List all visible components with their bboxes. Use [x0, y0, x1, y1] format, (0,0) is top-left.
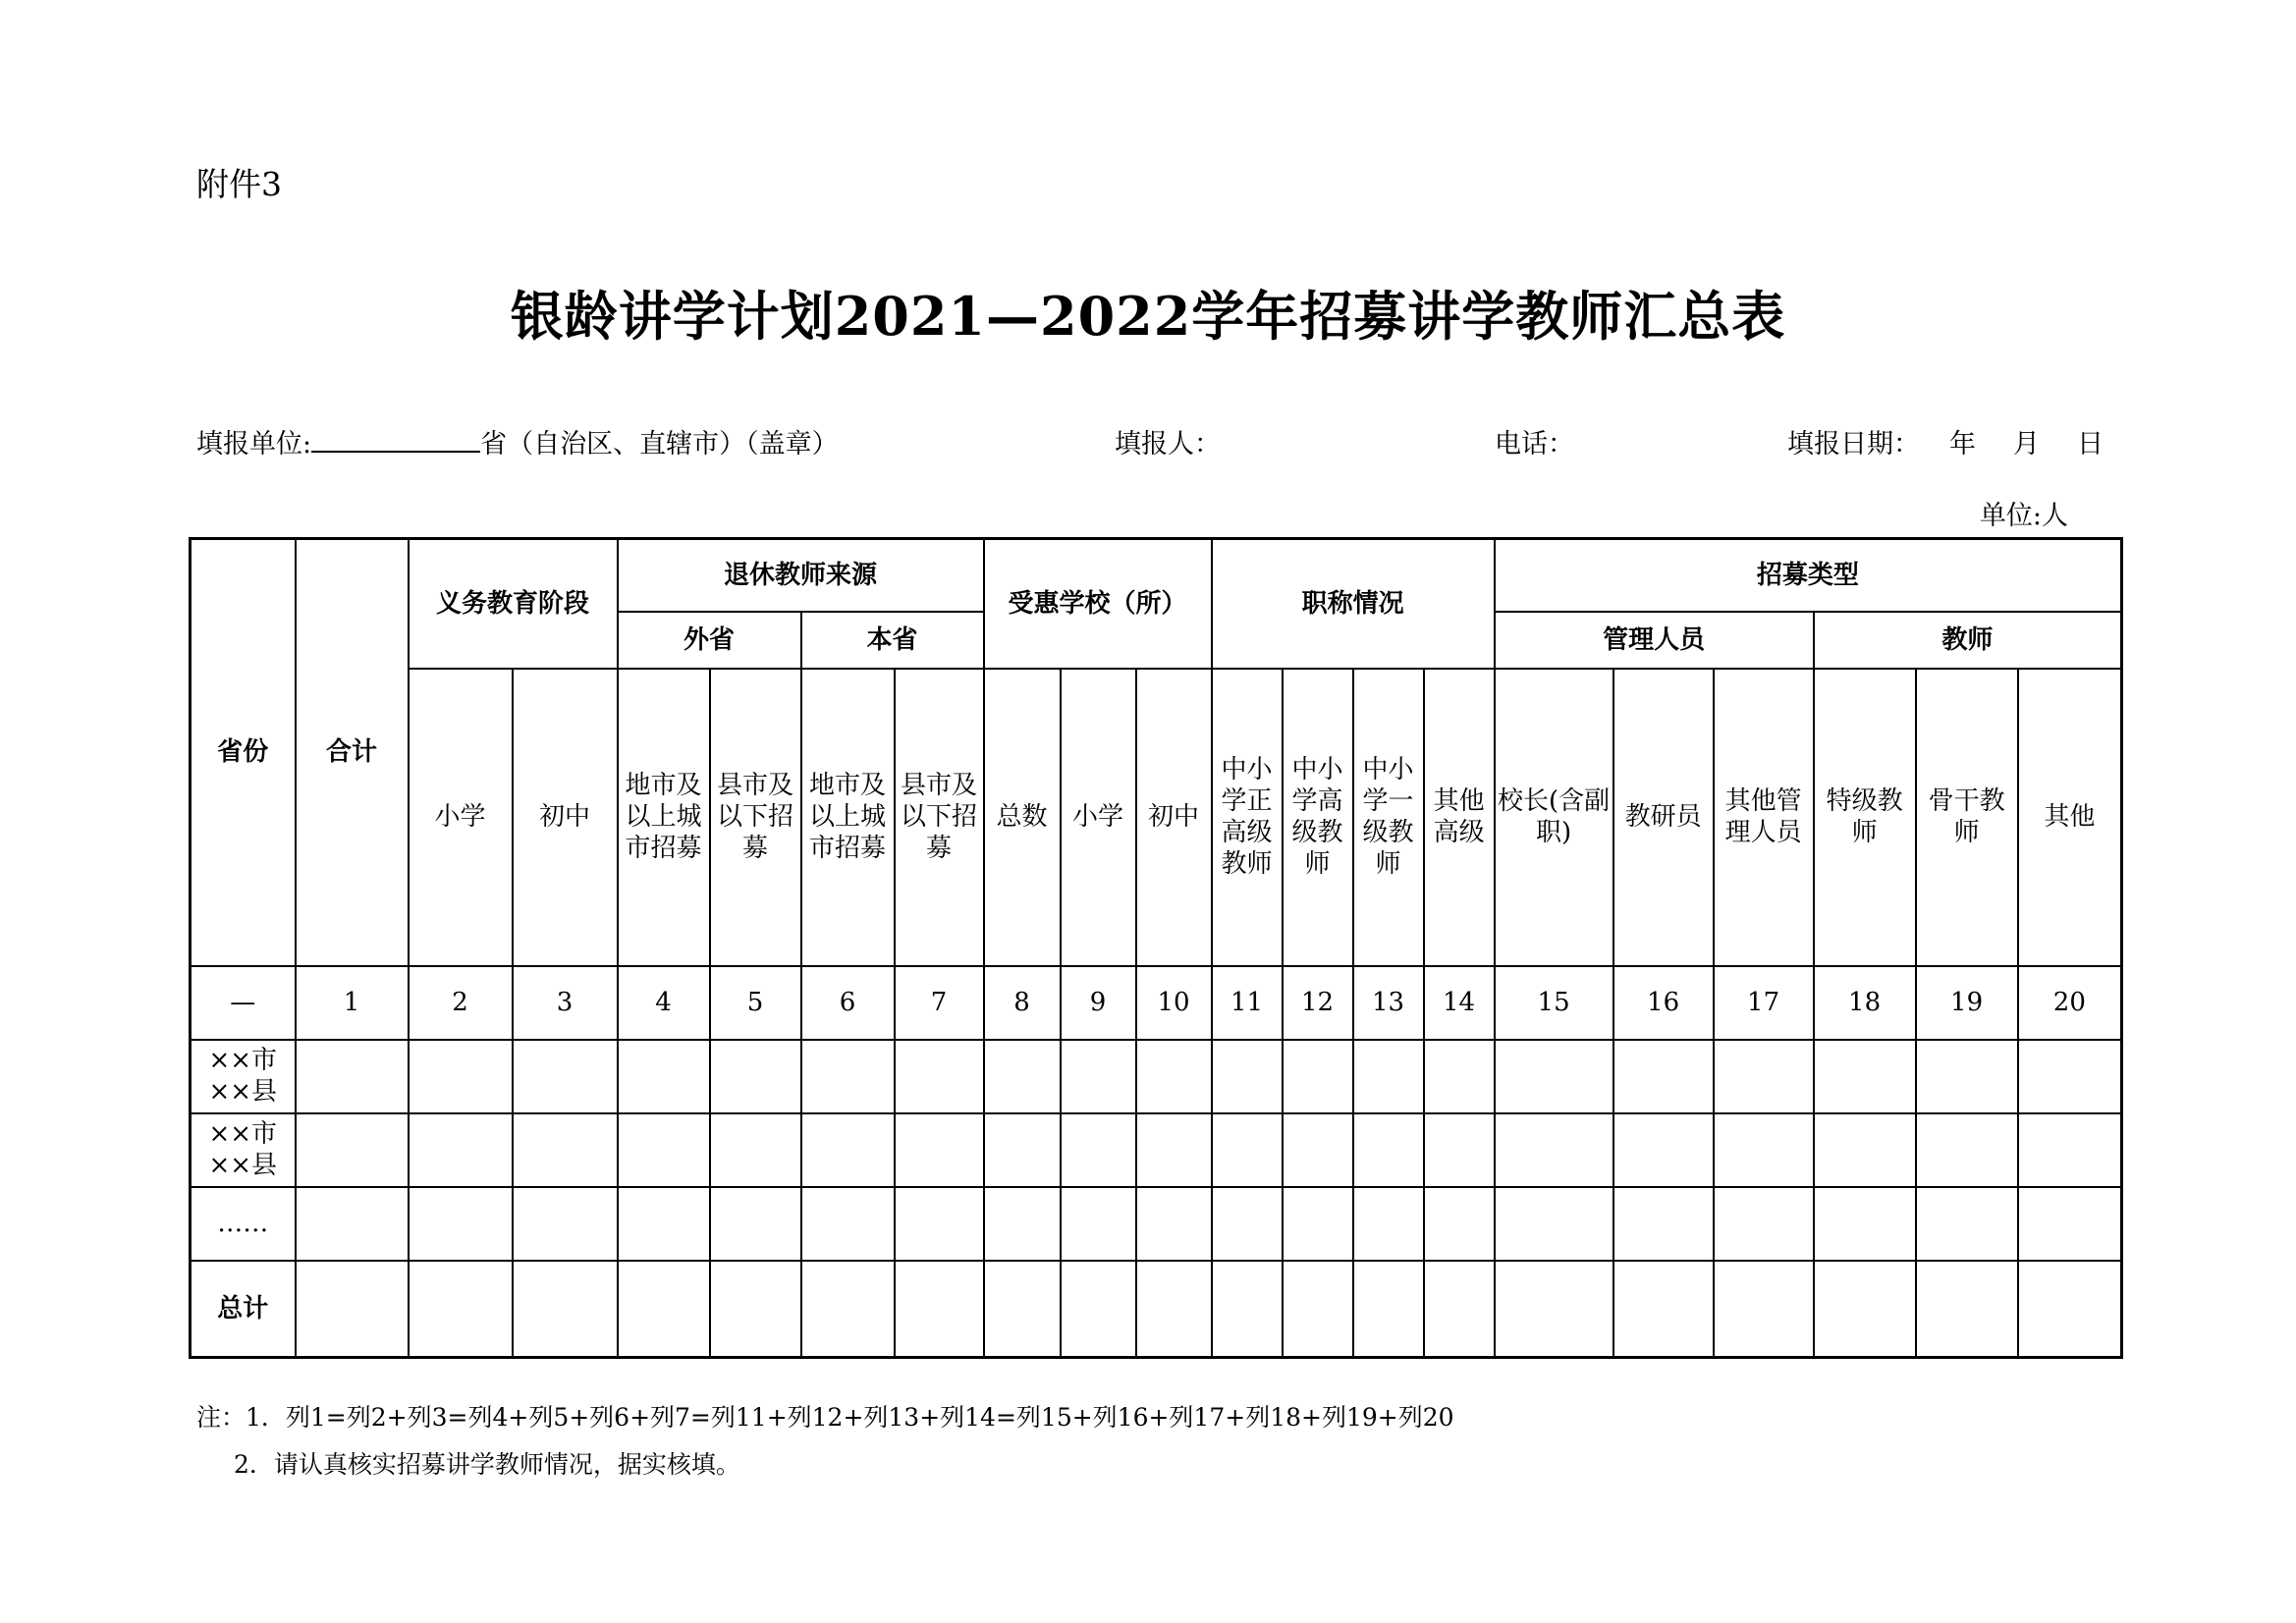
input-cell[interactable] [1353, 1187, 1424, 1261]
input-cell[interactable] [1136, 1187, 1212, 1261]
input-cell[interactable] [513, 1261, 618, 1358]
input-cell[interactable] [1136, 1261, 1212, 1358]
col-8-total-schools: 总数 [984, 669, 1061, 966]
col-14-other-high: 其他高级 [1424, 669, 1495, 966]
input-cell[interactable] [2018, 1040, 2122, 1113]
input-cell[interactable] [895, 1187, 984, 1261]
input-cell[interactable] [1814, 1261, 1916, 1358]
number-cell: 17 [1714, 966, 1814, 1040]
input-cell[interactable] [984, 1113, 1061, 1187]
input-cell[interactable] [1353, 1040, 1424, 1113]
input-cell[interactable] [1424, 1113, 1495, 1187]
fill-date-label: 填报日期： [1787, 429, 1920, 460]
table-row [191, 1187, 2122, 1261]
input-cell[interactable] [1424, 1040, 1495, 1113]
fill-unit-label: 填报单位: [196, 429, 312, 460]
number-cell: 15 [1495, 966, 1613, 1040]
input-cell[interactable] [1613, 1187, 1714, 1261]
header-title-rank: 职称情况 [1212, 539, 1495, 669]
input-cell[interactable] [710, 1040, 801, 1113]
input-cell[interactable] [1353, 1113, 1424, 1187]
header-management: 管理人员 [1495, 612, 1814, 669]
col-18-special-teacher: 特级教师 [1814, 669, 1916, 966]
input-cell[interactable] [296, 1113, 409, 1187]
unit-note: 单位:人 [1979, 501, 2068, 531]
header-province: 省份 [191, 539, 296, 966]
input-cell[interactable] [1495, 1113, 1613, 1187]
fill-reporter: 填报人： [1115, 429, 1221, 460]
number-cell: 14 [1424, 966, 1495, 1040]
input-cell[interactable] [1714, 1187, 1814, 1261]
summary-table [189, 537, 2123, 1359]
number-cell: 8 [984, 966, 1061, 1040]
note-1: 注：1．列1=列2+列3=列4+列5+列6+列7=列11+列12+列13+列14=列15+列16+列17+列18+列19+列20 [196, 1403, 1454, 1432]
input-cell[interactable] [618, 1113, 710, 1187]
input-cell[interactable] [1495, 1187, 1613, 1261]
input-cell[interactable] [984, 1040, 1061, 1113]
number-cell: 4 [618, 966, 710, 1040]
input-cell[interactable] [618, 1187, 710, 1261]
number-cell: 7 [895, 966, 984, 1040]
col-17-other-manager: 其他管理人员 [1714, 669, 1814, 966]
input-cell[interactable] [1353, 1261, 1424, 1358]
input-cell[interactable] [1212, 1040, 1283, 1113]
input-cell[interactable] [1283, 1113, 1353, 1187]
input-cell[interactable] [1814, 1113, 1916, 1187]
number-cell: 13 [1353, 966, 1424, 1040]
fill-date [1787, 422, 2104, 460]
row-label: …… [191, 1187, 296, 1261]
col-2-primary: 小学 [409, 669, 513, 966]
input-cell[interactable] [1283, 1261, 1353, 1358]
input-cell[interactable] [1136, 1113, 1212, 1187]
input-cell[interactable] [984, 1187, 1061, 1261]
number-cell: 1 [296, 966, 409, 1040]
col-9-primary-schools: 小学 [1061, 669, 1136, 966]
input-cell[interactable] [895, 1040, 984, 1113]
input-cell[interactable] [1495, 1261, 1613, 1358]
fill-unit-suffix: 省（自治区、直辖市）（盖章） [480, 429, 839, 460]
header-compulsory: 义务教育阶段 [409, 539, 618, 669]
header-in-province: 本省 [801, 612, 984, 669]
fill-date-year: 年 [1949, 429, 1976, 460]
input-cell[interactable] [1714, 1040, 1814, 1113]
input-cell[interactable] [1424, 1187, 1495, 1261]
fill-date-month: 月 [2013, 429, 2040, 460]
input-cell[interactable] [1283, 1040, 1353, 1113]
header-out-province: 外省 [618, 612, 801, 669]
input-cell[interactable] [513, 1113, 618, 1187]
document-title: 银龄讲学计划2021—2022学年招募讲学教师汇总表 [510, 285, 1786, 348]
number-cell: 16 [1613, 966, 1714, 1040]
input-cell[interactable] [801, 1261, 895, 1358]
input-cell[interactable] [801, 1040, 895, 1113]
header-teacher: 教师 [1814, 612, 2122, 669]
input-cell[interactable] [801, 1113, 895, 1187]
col-7-in-county: 县市及以下招募 [895, 669, 984, 966]
input-cell[interactable] [801, 1187, 895, 1261]
header-source: 退休教师来源 [618, 539, 984, 612]
number-cell: 11 [1212, 966, 1283, 1040]
input-cell[interactable] [1061, 1187, 1136, 1261]
input-cell[interactable] [895, 1261, 984, 1358]
col-12-high-rank: 中小学高级教师 [1283, 669, 1353, 966]
table-row [191, 1113, 2122, 1187]
input-cell[interactable] [1714, 1261, 1814, 1358]
input-cell[interactable] [1212, 1187, 1283, 1261]
number-cell: — [191, 966, 296, 1040]
row-label: ××市 ××县 [191, 1113, 296, 1187]
input-cell[interactable] [984, 1261, 1061, 1358]
col-10-junior-schools: 初中 [1136, 669, 1212, 966]
number-cell: 10 [1136, 966, 1212, 1040]
input-cell[interactable] [409, 1261, 513, 1358]
total-row [191, 1261, 2122, 1358]
input-cell[interactable] [1061, 1040, 1136, 1113]
col-15-principal: 校长(含副职) [1495, 669, 1613, 966]
number-cell: 5 [710, 966, 801, 1040]
input-cell[interactable] [1916, 1261, 2018, 1358]
input-cell[interactable] [710, 1261, 801, 1358]
col-11-senior-rank: 中小学正高级教师 [1212, 669, 1283, 966]
input-cell[interactable] [618, 1040, 710, 1113]
number-cell: 19 [1916, 966, 2018, 1040]
input-cell[interactable] [1613, 1040, 1714, 1113]
input-cell[interactable] [1916, 1187, 2018, 1261]
input-cell[interactable] [895, 1113, 984, 1187]
input-cell[interactable] [1212, 1261, 1283, 1358]
col-19-key-teacher: 骨干教师 [1916, 669, 2018, 966]
col-6-in-city: 地市及以上城市招募 [801, 669, 895, 966]
number-cell: 3 [513, 966, 618, 1040]
input-cell[interactable] [1613, 1113, 1714, 1187]
number-row [191, 966, 2122, 1040]
fill-unit-blank[interactable] [311, 425, 480, 453]
col-4-out-city: 地市及以上城市招募 [618, 669, 710, 966]
number-cell: 20 [2018, 966, 2122, 1040]
input-cell[interactable] [409, 1187, 513, 1261]
fill-unit [196, 422, 839, 460]
input-cell[interactable] [618, 1261, 710, 1358]
input-cell[interactable] [2018, 1187, 2122, 1261]
input-cell[interactable] [1495, 1040, 1613, 1113]
input-cell[interactable] [1283, 1187, 1353, 1261]
col-13-first-rank: 中小学一级教师 [1353, 669, 1424, 966]
input-cell[interactable] [710, 1187, 801, 1261]
header-total: 合计 [296, 539, 409, 966]
input-cell[interactable] [296, 1261, 409, 1358]
number-cell: 9 [1061, 966, 1136, 1040]
input-cell[interactable] [2018, 1261, 2122, 1358]
input-cell[interactable] [1061, 1261, 1136, 1358]
attachment-label: 附件3 [196, 165, 282, 203]
total-row-label: 总计 [191, 1261, 296, 1358]
fill-phone: 电话： [1495, 429, 1574, 460]
input-cell[interactable] [513, 1187, 618, 1261]
input-cell[interactable] [296, 1187, 409, 1261]
input-cell[interactable] [513, 1040, 618, 1113]
number-cell: 12 [1283, 966, 1353, 1040]
input-cell[interactable] [409, 1040, 513, 1113]
col-16-researcher: 教研员 [1613, 669, 1714, 966]
header-benefit: 受惠学校（所） [984, 539, 1212, 669]
col-20-other: 其他 [2018, 669, 2122, 966]
input-cell[interactable] [1424, 1261, 1495, 1358]
input-cell[interactable] [1916, 1113, 2018, 1187]
number-cell: 6 [801, 966, 895, 1040]
input-cell[interactable] [2018, 1113, 2122, 1187]
table-row [191, 1040, 2122, 1113]
input-cell[interactable] [1613, 1261, 1714, 1358]
input-cell[interactable] [1714, 1113, 1814, 1187]
row-label: ××市 ××县 [191, 1040, 296, 1113]
input-cell[interactable] [710, 1113, 801, 1187]
col-3-junior: 初中 [513, 669, 618, 966]
input-cell[interactable] [1814, 1040, 1916, 1113]
input-cell[interactable] [296, 1040, 409, 1113]
input-cell[interactable] [1212, 1113, 1283, 1187]
input-cell[interactable] [1814, 1187, 1916, 1261]
input-cell[interactable] [1916, 1040, 2018, 1113]
input-cell[interactable] [409, 1113, 513, 1187]
fill-date-day: 日 [2077, 429, 2104, 460]
header-recruit-type: 招募类型 [1495, 539, 2122, 612]
number-cell: 18 [1814, 966, 1916, 1040]
note-2: 2．请认真核实招募讲学教师情况，据实核填。 [234, 1450, 740, 1479]
number-cell: 2 [409, 966, 513, 1040]
input-cell[interactable] [1061, 1113, 1136, 1187]
input-cell[interactable] [1136, 1040, 1212, 1113]
col-5-out-county: 县市及以下招募 [710, 669, 801, 966]
